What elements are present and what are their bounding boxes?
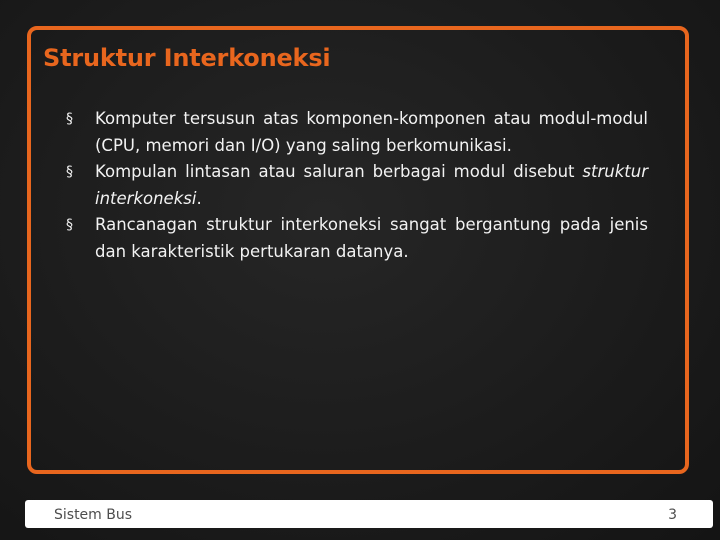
bullet-marker-icon: § [66, 111, 73, 127]
bullet-marker-icon: § [66, 164, 73, 181]
footer-bar [25, 500, 713, 528]
bullet-list [66, 106, 648, 266]
bullet-item-1 [66, 106, 648, 159]
footer-title: Sistem Bus [54, 507, 133, 523]
bullet-text: Komputer tersusun atas komponen-komponen atau modul-modul (CPU, memori dan I/O) yang saling berkomunikasi. [95, 109, 648, 155]
page-number: 3 [668, 507, 677, 523]
bullet-marker-icon: § [66, 217, 73, 234]
bullet-text: Rancanagan struktur interkoneksi sangat bergantung pada jenis dan karakteristik pertukaran datanya. [95, 215, 648, 261]
bullet-item-2 [66, 159, 648, 212]
bullet-emphasis: struktur interkoneksi [95, 162, 648, 208]
slide-title: Struktur Interkoneksi [43, 44, 331, 72]
bullet-text-end: . [196, 188, 202, 208]
bullet-text: Kompulan lintasan atau saluran berbagai modul disebut [95, 162, 583, 182]
bullet-item-3 [66, 212, 648, 265]
